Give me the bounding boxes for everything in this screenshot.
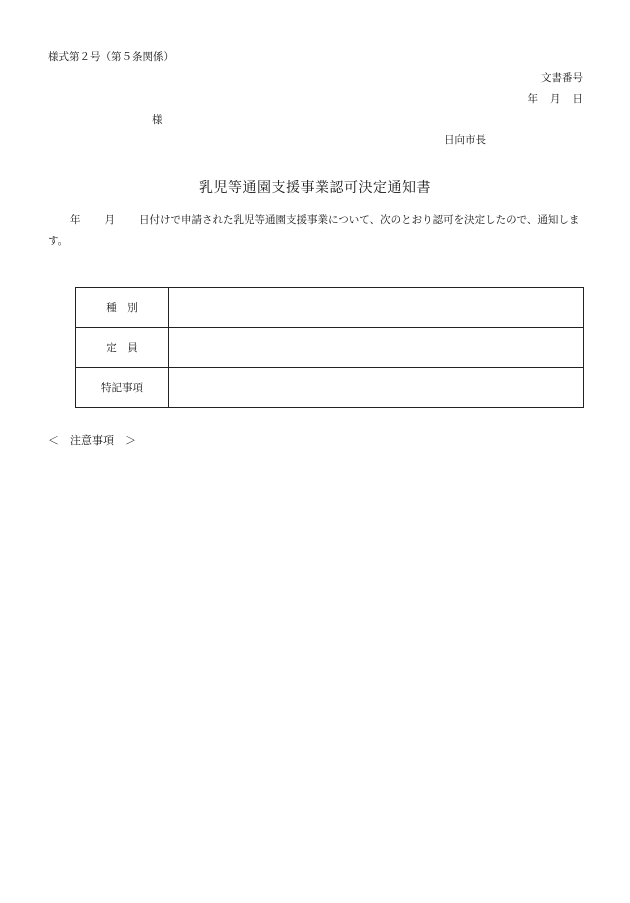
row-label-type: 種 別 [76,288,169,328]
approval-details-table [75,287,584,408]
form-number: 様式第２号（第５条関係） [48,51,174,63]
row-label-remarks: 特記事項 [76,368,169,408]
date-month-label: 月 [550,93,561,105]
table-row [76,328,584,368]
table-row [76,368,584,408]
row-value-type [169,288,584,328]
row-label-capacity: 定 員 [76,328,169,368]
row-value-capacity [169,328,584,368]
document-number-label: 文書番号 [541,72,583,84]
addressee-suffix: 様 [152,114,163,126]
body-month-label: 月 [104,214,115,226]
body-text: 日付けで申請された乳児等通園支援事業について、次のとおり認可を決定したので、通知します。 [48,214,580,247]
issue-date [528,91,584,106]
document-title: 乳児等通園支援事業認可決定通知書 [199,180,431,196]
date-year-label: 年 [527,93,538,105]
body-paragraph [48,210,584,252]
notes-heading: ＜ 注意事項 ＞ [48,434,136,447]
row-value-remarks [169,368,584,408]
body-year-label: 年 [70,214,81,226]
date-day-label: 日 [572,93,583,105]
table-row [76,288,584,328]
issuer-name: 日向市長 [444,134,486,146]
